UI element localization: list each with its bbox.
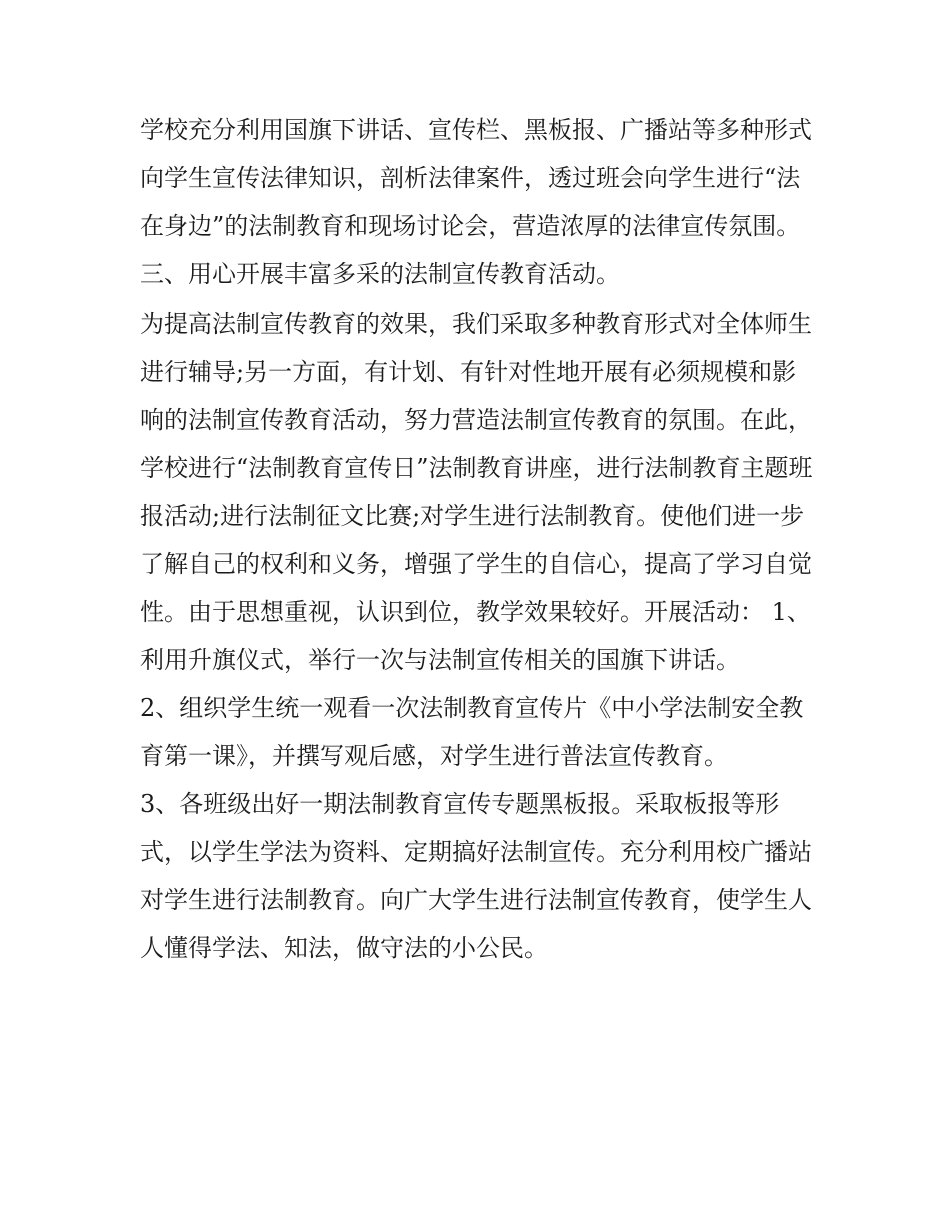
section-heading-activities: 三、用心开展丰富多采的法制宣传教育活动。 xyxy=(140,260,620,288)
paragraph-activities-overview: 为提高法制宣传教育的效果，我们采取多种教育形式对全体师生进行辅导;另一方面，有计划、有针对性地开展有必须规模和影响的法制宣传教育活动，努力营造法制宣传教育的氛围。在此，学校进行“法制教育宣传日”法制教育讲座，进行法制教育主题班报活动;进行法制征文比赛;对学生进行法制教育。使他们进一步了解自己的权利和义务，增强了学生的自信心，提高了学习自觉性。由于思想重视，认识到位，教学效果较好。开展活动： 1、利用升旗仪式，举行一次与法制宣传相关的国旗下讲话。 xyxy=(140,310,813,674)
document-body xyxy=(140,106,816,972)
paragraph-propaganda-forms: 学校充分利用国旗下讲话、宣传栏、黑板报、广播站等多种形式向学生宣传法律知识，剖析法律案件，透过班会向学生进行“法在身边”的法制教育和现场讨论会，营造浓厚的法律宣传氛围。 xyxy=(140,116,812,240)
paragraph-activity-2: 2、组织学生统一观看一次法制教育宣传片《中小学法制安全教育第一课》，并撰写观后感，对学生进行普法宣传教育。 xyxy=(140,694,804,770)
paragraph-activity-3: 3、各班级出好一期法制教育宣传专题黑板报。采取板报等形式，以学生学法为资料、定期搞好法制宣传。充分利用校广播站对学生进行法制教育。向广大学生进行法制宣传教育，使学生人人懂得学法、知法，做守法的小公民。 xyxy=(140,790,812,962)
